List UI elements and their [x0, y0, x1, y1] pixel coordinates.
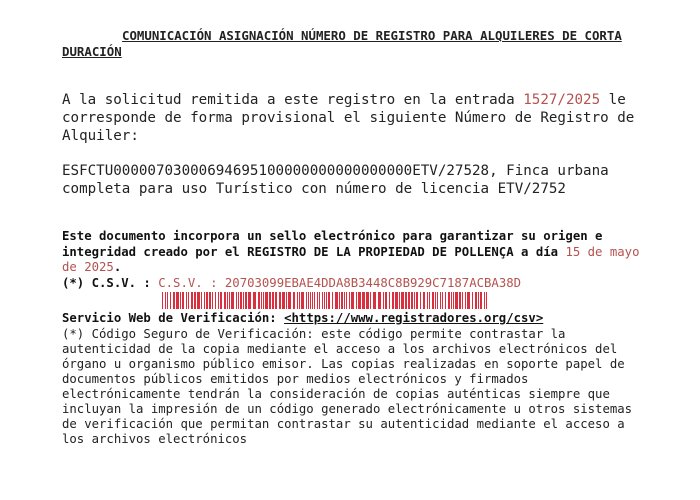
verification-service [62, 311, 642, 327]
entry-number: 1527/2025 [523, 92, 601, 108]
seal-end: . [113, 260, 122, 274]
document-page [62, 28, 642, 447]
seal-text: Este documento incorpora un sello electrónico para garantizar su origen e integridad creado por el REGISTRO DE LA PROPIEDAD DE POLLENÇA a día [62, 229, 603, 259]
document-title: COMUNICACIÓN ASIGNACIÓN NÚMERO DE REGISTRO PARA ALQUILERES DE CORTA DURACIÓN [62, 28, 622, 59]
csv-footnote: (*) Código Seguro de Verificación: este código permite contrastar la autenticidad de la copia mediante el acceso a los archivos electrónicos del órgano u organismo público emisor. Las copias realizadas en soporte papel de documentos públicos emitidos por medios electrónicos y firmados electrónicamente tendrán la consideración de copias auténticas siempre que incluyan la impresión de un código generado electrónicamente u otros sistemas de verificación que permitan contrastar su autenticidad mediante el acceso a los archivos electrónicos [62, 326, 633, 447]
request-text-before: A la solicitud remitida a este registro en la entrada [62, 92, 524, 108]
verification-label: Servicio Web de Verificación: [62, 311, 277, 325]
seal-statement [62, 229, 642, 276]
csv-line [62, 276, 642, 292]
request-text-after: le corresponde de forma provisional el siguiente Número de Registro de Alquiler: [62, 92, 635, 144]
csv-label-secondary: C.S.V. : [158, 275, 218, 290]
csv-label: (*) C.S.V. : [62, 275, 151, 290]
request-paragraph [62, 91, 642, 145]
seal-date: 15 de mayo de 2025 [62, 244, 640, 274]
registration-number-paragraph: ESFCTU00000703000694695100000000000000000ETV/27528, Finca urbana completa para uso Turístico con número de licencia ETV/2752 [62, 163, 609, 197]
verification-url[interactable]: <https://www.registradores.org/csv> [284, 311, 544, 325]
csv-barcode [162, 292, 487, 309]
csv-code: 20703099EBAE4DDA8B3448C8B929C7187ACBA38D [224, 275, 522, 290]
